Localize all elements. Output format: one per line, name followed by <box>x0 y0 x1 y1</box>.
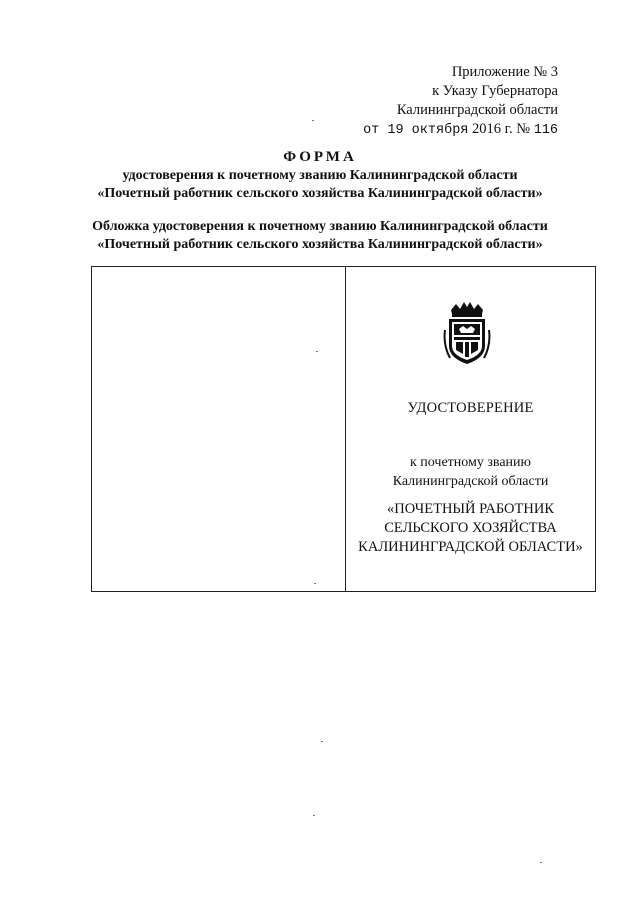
appendix-decree-number: 116 <box>533 123 558 138</box>
cover-front-panel <box>346 267 595 591</box>
cover-heading <box>0 218 640 254</box>
form-subtitle-line2: «Почетный работник сельского хозяйства Калининградской области» <box>97 186 543 201</box>
honor-title-line1: «ПОЧЕТНЫЙ РАБОТНИК <box>386 501 555 517</box>
cover-back-panel <box>92 267 346 591</box>
appendix-region: Калининградской области <box>396 102 558 118</box>
appendix-date-line <box>363 120 558 140</box>
certificate-word: УДОСТОВЕРЕНИЕ <box>407 400 534 416</box>
honor-line1: к почетному званию <box>409 455 531 470</box>
form-subtitle-line1: удостоверения к почетному званию Калининградской области <box>122 168 518 183</box>
appendix-number: Приложение № 3 <box>451 64 558 80</box>
honor-text <box>346 453 595 491</box>
honor-title-line3: КАЛИНИНГРАДСКОЙ ОБЛАСТИ» <box>358 539 583 555</box>
honor-title-line2: СЕЛЬСКОГО ХОЗЯЙСТВА <box>384 520 557 536</box>
cover-heading-line2: «Почетный работник сельского хозяйства Калининградской области» <box>97 237 543 252</box>
honor-line2: Калининградской области <box>392 474 549 489</box>
appendix-date: от 19 октября <box>363 123 469 138</box>
honor-title <box>346 500 595 557</box>
form-title: ФОРМА <box>283 149 357 165</box>
appendix-decree: к Указу Губернатора <box>432 83 558 99</box>
appendix-block <box>363 63 558 140</box>
appendix-year: 2016 г. № <box>472 121 531 137</box>
cover-heading-line1: Обложка удостоверения к почетному званию Калининградской области <box>92 219 548 234</box>
kaliningrad-coat-of-arms-icon <box>442 300 492 366</box>
certificate-cover <box>91 266 596 592</box>
form-heading <box>0 148 640 203</box>
